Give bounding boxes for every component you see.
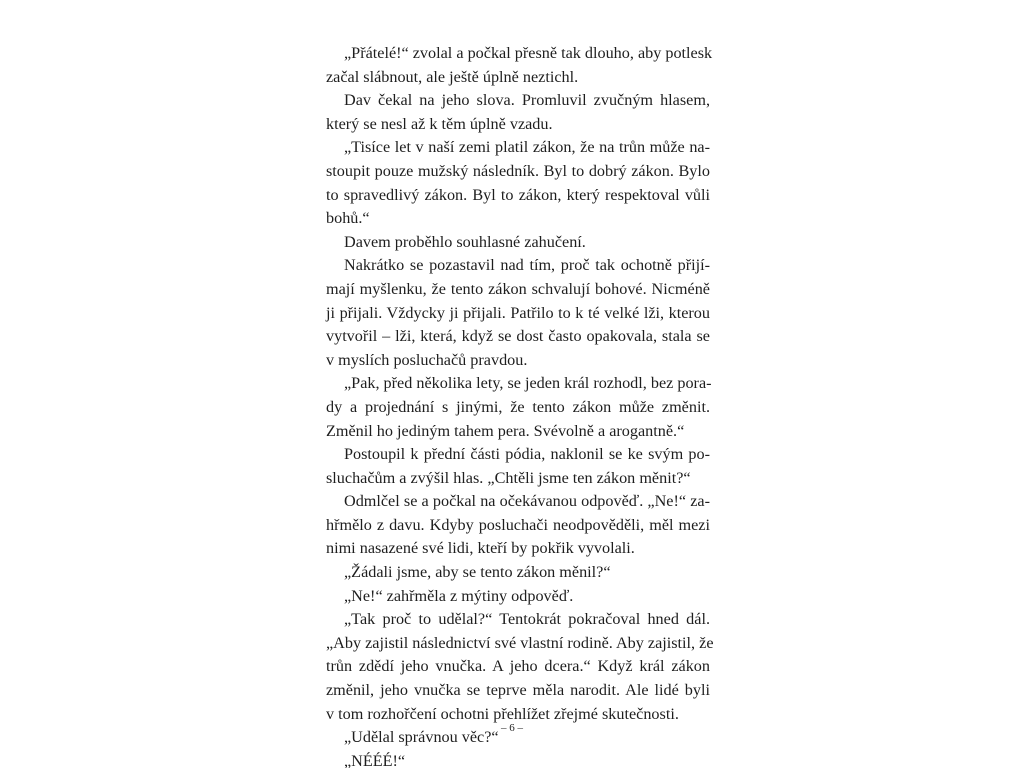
text-line: „Pak, před několika lety, se jeden král rozhodl, bez pora- — [344, 374, 712, 393]
text-line: Odmlčel se a počkal na očekávanou odpověď. „Ne!“ za- — [344, 492, 710, 511]
text-line: Davem proběhlo souhlasné zahučení. — [344, 232, 586, 251]
page-number: – 6 – — [501, 722, 523, 734]
text-line: to spravedlivý zákon. Byl to zákon, který respektoval vůli — [326, 185, 710, 204]
paragraph — [326, 89, 710, 136]
text-line: který se nesl až k těm úplně vzadu. — [326, 114, 553, 133]
text-line: hřmělo z davu. Kdyby posluchači neodpověděli, měl mezi — [326, 515, 710, 534]
text-line: ji přijali. Vždycky ji přijali. Patřilo to k té velké lži, kterou — [326, 303, 710, 322]
paragraph — [326, 254, 710, 372]
text-line: „Udělal správnou věc?“ — [344, 728, 499, 747]
text-line: „Ne!“ zahřměla z mýtiny odpověď. — [344, 586, 574, 605]
text-line: bohů.“ — [326, 209, 370, 228]
text-line: „Přátelé!“ zvolal a počkal přesně tak dlouho, aby potlesk — [344, 44, 713, 62]
paragraph — [326, 136, 710, 230]
text-line: „Tak proč to udělal?“ Tentokrát pokračoval hned dál. — [344, 610, 710, 629]
text-line: nimi nasazené své lidi, kteří by pokřik vyvolali. — [326, 539, 635, 558]
paragraph — [326, 608, 714, 726]
text-line: dy a projednání s jinými, že tento zákon může změnit. — [326, 397, 710, 416]
text-line: sluchačům a zvýšil hlas. „Chtěli jsme ten zákon měnit?“ — [326, 468, 691, 487]
body-text — [326, 42, 714, 768]
paragraph — [326, 231, 710, 255]
text-line: změnil, jeho vnučka se teprve měla narodit. Ale lidé byli — [326, 681, 710, 700]
text-line: „Tisíce let v naší zemi platil zákon, že na trůn může na- — [344, 138, 710, 157]
text-line: Postoupil k přední části pódia, naklonil se ke svým po- — [344, 445, 710, 464]
text-line: „Žádali jsme, aby se tento zákon měnil?“ — [344, 563, 611, 582]
text-line: v myslích posluchačů pravdou. — [326, 350, 528, 369]
text-line: Nakrátko se pozastavil nad tím, proč tak ochotně přijí- — [344, 256, 710, 275]
paragraph — [326, 443, 710, 490]
paragraph — [326, 372, 710, 443]
paragraph — [326, 42, 713, 89]
paragraph — [326, 490, 710, 561]
text-line: Dav čekal na jeho slova. Promluvil zvučným hlasem, — [344, 91, 710, 110]
text-line: vytvořil – lži, která, když se dost často opakovala, stala se — [326, 327, 710, 346]
paragraph — [326, 585, 710, 609]
paragraph — [326, 750, 710, 768]
paragraph — [326, 561, 710, 585]
text-line: trůn zdědí jeho vnučka. A jeho dcera.“ Když král zákon — [326, 657, 710, 676]
text-line: mají myšlenku, že tento zákon schvalují bohové. Nicméně — [326, 279, 710, 298]
text-line: v tom rozhořčení ochotni přehlížet zřejmé skutečnosti. — [326, 704, 679, 723]
text-line: „NÉÉÉ!“ — [344, 751, 406, 768]
text-line: stoupit pouze mužský následník. Byl to dobrý zákon. Bylo — [326, 161, 710, 180]
text-line: Změnil ho jediným tahem pera. Svévolně a arogantně.“ — [326, 421, 685, 440]
text-line: začal slábnout, ale ještě úplně neztichl. — [326, 67, 579, 86]
text-line: „Aby zajistil následnictví své vlastní rodině. Aby zajistil, že — [326, 633, 714, 652]
